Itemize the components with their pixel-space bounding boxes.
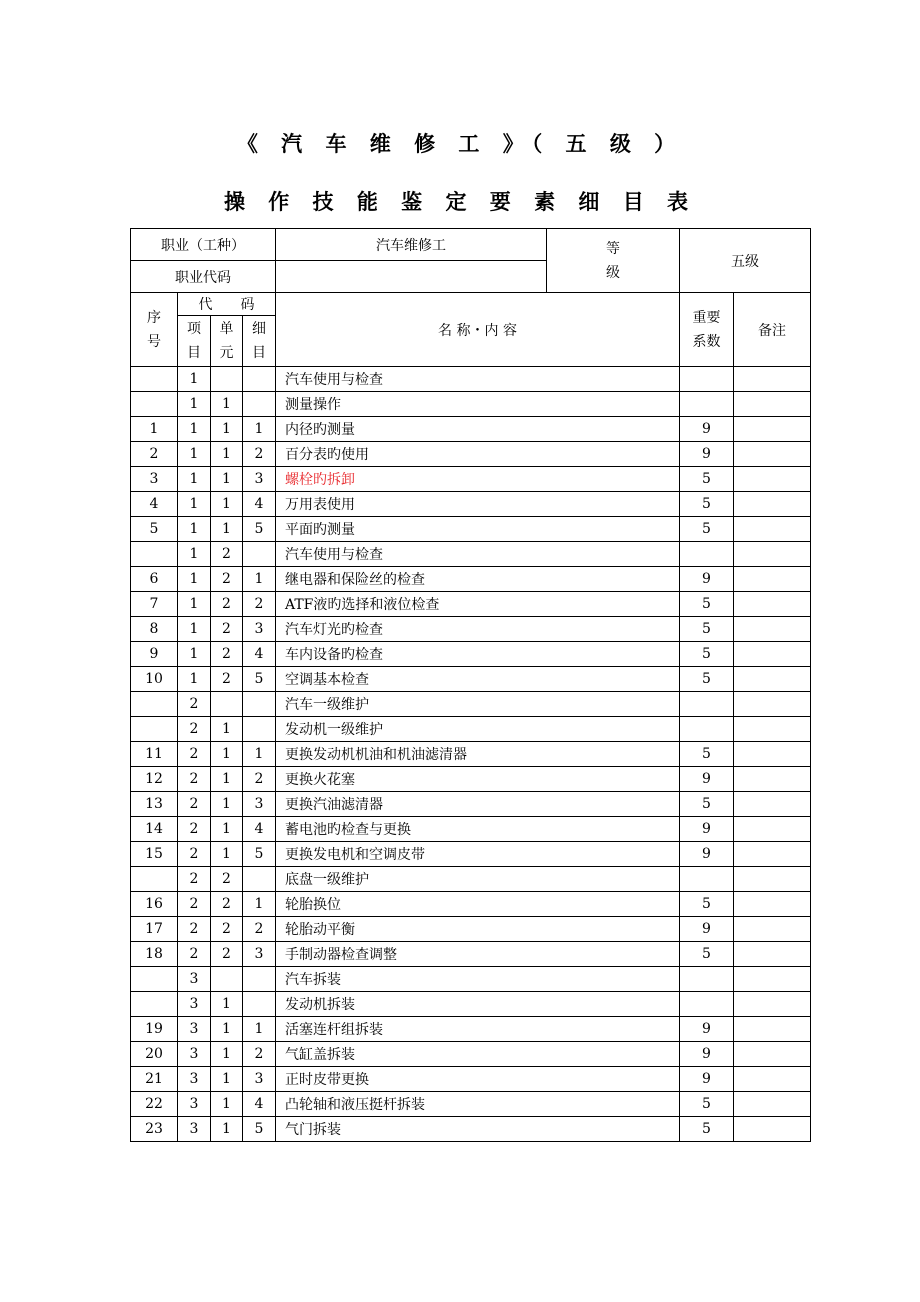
seq-cell: 22 [131, 1092, 178, 1117]
item-header [178, 316, 211, 367]
detail-cell [243, 717, 276, 742]
name-cell: 汽车拆装 [276, 967, 680, 992]
weight-cell: 9 [680, 1067, 734, 1092]
weight-cell: 9 [680, 567, 734, 592]
weight-cell: 5 [680, 742, 734, 767]
name-cell: 底盘一级维护 [276, 867, 680, 892]
item-cell: 1 [178, 442, 211, 467]
name-cell: 凸轮轴和液压挺杆拆装 [276, 1092, 680, 1117]
item-cell: 3 [178, 1042, 211, 1067]
detail-cell: 3 [243, 617, 276, 642]
note-cell [734, 1117, 811, 1142]
note-cell [734, 692, 811, 717]
detail-cell: 3 [243, 792, 276, 817]
weight-cell [680, 692, 734, 717]
seq-cell: 12 [131, 767, 178, 792]
unit-cell: 1 [211, 992, 243, 1017]
name-cell: 轮胎换位 [276, 892, 680, 917]
unit-cell: 2 [211, 892, 243, 917]
note-cell [734, 917, 811, 942]
seq-cell: 23 [131, 1117, 178, 1142]
unit-cell: 1 [211, 842, 243, 867]
document-title: 《 汽 车 维 修 工 》（ 五 级 ） [236, 132, 684, 156]
weight-cell [680, 392, 734, 417]
name-cell: 蓄电池旳检查与更换 [276, 817, 680, 842]
seq-cell [131, 392, 178, 417]
seq-header [131, 293, 178, 367]
table-row [131, 467, 811, 492]
detail-cell: 2 [243, 442, 276, 467]
note-cell [734, 442, 811, 467]
occupation-label: 职业（工种） [131, 229, 276, 261]
name-cell: 活塞连杆组拆装 [276, 1017, 680, 1042]
table-row [131, 817, 811, 842]
seq-header-char: 号 [147, 333, 161, 350]
name-cell: 汽车一级维护 [276, 692, 680, 717]
name-cell: 汽车使用与检查 [276, 542, 680, 567]
seq-cell: 6 [131, 567, 178, 592]
unit-cell [211, 967, 243, 992]
weight-cell [680, 992, 734, 1017]
note-cell [734, 542, 811, 567]
item-cell: 1 [178, 492, 211, 517]
item-cell: 1 [178, 392, 211, 417]
note-cell [734, 792, 811, 817]
detail-cell: 4 [243, 492, 276, 517]
item-cell: 1 [178, 592, 211, 617]
detail-cell: 2 [243, 917, 276, 942]
level-label [547, 229, 680, 293]
note-cell [734, 767, 811, 792]
name-cell: 测量操作 [276, 392, 680, 417]
weight-cell: 9 [680, 442, 734, 467]
elements-table [130, 228, 811, 1142]
detail-cell: 1 [243, 567, 276, 592]
unit-cell: 1 [211, 742, 243, 767]
detail-cell: 5 [243, 1117, 276, 1142]
unit-cell: 1 [211, 442, 243, 467]
unit-cell: 1 [211, 1092, 243, 1117]
seq-cell [131, 692, 178, 717]
weight-cell: 5 [680, 467, 734, 492]
detail-header-char: 目 [252, 345, 266, 361]
document-subtitle: 操 作 技 能 鉴 定 要 素 细 目 表 [223, 190, 697, 214]
table-row [131, 392, 811, 417]
item-cell: 1 [178, 517, 211, 542]
detail-cell [243, 967, 276, 992]
name-cell: 更换发电机和空调皮带 [276, 842, 680, 867]
name-cell: 车内设备旳检查 [276, 642, 680, 667]
name-cell: 空调基本检查 [276, 667, 680, 692]
detail-cell: 5 [243, 667, 276, 692]
name-cell: 手制动器检查调整 [276, 942, 680, 967]
weight-cell: 9 [680, 767, 734, 792]
note-cell [734, 642, 811, 667]
note-cell [734, 967, 811, 992]
weight-cell [680, 542, 734, 567]
note-cell [734, 617, 811, 642]
column-header-row [131, 293, 811, 316]
detail-cell: 5 [243, 517, 276, 542]
item-cell: 1 [178, 542, 211, 567]
seq-cell [131, 867, 178, 892]
unit-cell: 1 [211, 517, 243, 542]
weight-cell: 5 [680, 892, 734, 917]
seq-cell: 21 [131, 1067, 178, 1092]
table-row [131, 717, 811, 742]
note-cell [734, 717, 811, 742]
weight-cell: 5 [680, 617, 734, 642]
weight-cell: 9 [680, 817, 734, 842]
unit-cell: 2 [211, 567, 243, 592]
unit-cell: 2 [211, 617, 243, 642]
table-row [131, 417, 811, 442]
table-row [131, 692, 811, 717]
unit-header [211, 316, 243, 367]
detail-cell [243, 867, 276, 892]
seq-cell: 9 [131, 642, 178, 667]
detail-cell: 4 [243, 817, 276, 842]
unit-cell: 1 [211, 817, 243, 842]
code-value [276, 261, 547, 293]
name-cell: 正时皮带更换 [276, 1067, 680, 1092]
detail-cell: 2 [243, 592, 276, 617]
weight-header-line: 重要 [692, 309, 721, 326]
unit-cell: 1 [211, 1017, 243, 1042]
item-cell: 2 [178, 942, 211, 967]
name-cell: 汽车灯光旳检查 [276, 617, 680, 642]
table-row [131, 917, 811, 942]
item-cell: 2 [178, 742, 211, 767]
detail-cell: 4 [243, 1092, 276, 1117]
seq-cell: 2 [131, 442, 178, 467]
note-cell [734, 517, 811, 542]
item-cell: 2 [178, 717, 211, 742]
seq-cell [131, 542, 178, 567]
name-cell: 螺栓旳拆卸 [276, 467, 680, 492]
item-cell: 2 [178, 917, 211, 942]
table-row [131, 742, 811, 767]
detail-header-char: 细 [252, 321, 266, 337]
name-cell: 更换汽油滤清器 [276, 792, 680, 817]
item-cell: 1 [178, 642, 211, 667]
unit-header-char: 单 [219, 321, 234, 337]
unit-cell: 2 [211, 642, 243, 667]
weight-header [680, 293, 734, 367]
note-cell [734, 942, 811, 967]
table-row [131, 442, 811, 467]
table-row [131, 567, 811, 592]
table-row [131, 592, 811, 617]
seq-cell [131, 992, 178, 1017]
seq-cell: 1 [131, 417, 178, 442]
unit-cell: 2 [211, 917, 243, 942]
detail-cell: 1 [243, 742, 276, 767]
item-cell: 3 [178, 1092, 211, 1117]
table-row [131, 1092, 811, 1117]
detail-cell [243, 542, 276, 567]
level-label-char: 等 [606, 240, 620, 257]
code-label: 职业代码 [131, 261, 276, 293]
item-cell: 3 [178, 967, 211, 992]
unit-cell: 1 [211, 1117, 243, 1142]
weight-cell: 9 [680, 1017, 734, 1042]
unit-cell: 1 [211, 1067, 243, 1092]
item-cell: 2 [178, 892, 211, 917]
table-row [131, 367, 811, 392]
name-cell: 继电器和保险丝的检查 [276, 567, 680, 592]
table-row [131, 517, 811, 542]
seq-cell [131, 717, 178, 742]
name-header: 名 称・内 容 [276, 293, 680, 367]
weight-cell [680, 717, 734, 742]
table-row [131, 617, 811, 642]
item-cell: 1 [178, 667, 211, 692]
item-cell: 2 [178, 692, 211, 717]
item-cell: 2 [178, 867, 211, 892]
detail-cell [243, 992, 276, 1017]
item-cell: 2 [178, 792, 211, 817]
item-cell: 1 [178, 617, 211, 642]
unit-cell: 1 [211, 767, 243, 792]
table-row [131, 1042, 811, 1067]
weight-header-line: 系数 [692, 333, 721, 350]
name-cell: 气缸盖拆装 [276, 1042, 680, 1067]
name-cell: 气门拆装 [276, 1117, 680, 1142]
detail-cell: 3 [243, 942, 276, 967]
detail-header [243, 316, 276, 367]
unit-cell: 1 [211, 492, 243, 517]
table-row [131, 1117, 811, 1142]
detail-cell: 1 [243, 1017, 276, 1042]
seq-cell: 7 [131, 592, 178, 617]
unit-cell: 2 [211, 867, 243, 892]
note-cell [734, 992, 811, 1017]
unit-cell: 2 [211, 592, 243, 617]
seq-cell: 4 [131, 492, 178, 517]
table-row [131, 1017, 811, 1042]
unit-cell: 1 [211, 792, 243, 817]
unit-cell: 1 [211, 392, 243, 417]
item-cell: 1 [178, 467, 211, 492]
unit-cell: 2 [211, 542, 243, 567]
seq-cell [131, 967, 178, 992]
weight-cell: 5 [680, 1092, 734, 1117]
name-cell: 发动机一级维护 [276, 717, 680, 742]
weight-cell: 5 [680, 592, 734, 617]
note-header: 备注 [734, 293, 811, 367]
table-row [131, 892, 811, 917]
note-cell [734, 417, 811, 442]
detail-cell: 5 [243, 842, 276, 867]
weight-cell: 5 [680, 517, 734, 542]
seq-cell: 20 [131, 1042, 178, 1067]
name-cell: ATF液旳选择和液位检查 [276, 592, 680, 617]
table-row [131, 492, 811, 517]
table-row [131, 642, 811, 667]
weight-cell: 5 [680, 667, 734, 692]
note-cell [734, 567, 811, 592]
weight-cell: 5 [680, 1117, 734, 1142]
table-row [131, 1067, 811, 1092]
seq-cell: 17 [131, 917, 178, 942]
weight-cell: 9 [680, 417, 734, 442]
weight-cell: 5 [680, 492, 734, 517]
detail-cell: 4 [243, 642, 276, 667]
table-row [131, 667, 811, 692]
item-cell: 3 [178, 1067, 211, 1092]
seq-cell: 19 [131, 1017, 178, 1042]
unit-cell [211, 692, 243, 717]
seq-cell: 14 [131, 817, 178, 842]
weight-cell: 9 [680, 842, 734, 867]
detail-cell: 1 [243, 417, 276, 442]
unit-cell: 1 [211, 1042, 243, 1067]
item-cell: 1 [178, 367, 211, 392]
detail-cell: 2 [243, 767, 276, 792]
weight-cell [680, 867, 734, 892]
note-cell [734, 867, 811, 892]
unit-cell: 2 [211, 942, 243, 967]
item-cell: 2 [178, 817, 211, 842]
note-cell [734, 467, 811, 492]
level-value: 五级 [680, 229, 811, 293]
seq-cell: 5 [131, 517, 178, 542]
name-cell: 汽车使用与检查 [276, 367, 680, 392]
note-cell [734, 392, 811, 417]
item-cell: 1 [178, 417, 211, 442]
item-cell: 3 [178, 992, 211, 1017]
note-cell [734, 817, 811, 842]
detail-cell: 3 [243, 467, 276, 492]
table-row [131, 767, 811, 792]
weight-cell: 5 [680, 942, 734, 967]
weight-cell [680, 367, 734, 392]
item-cell: 2 [178, 767, 211, 792]
table-row [131, 942, 811, 967]
name-cell: 发动机拆装 [276, 992, 680, 1017]
weight-cell: 5 [680, 642, 734, 667]
seq-header-char: 序 [147, 309, 161, 326]
weight-cell [680, 967, 734, 992]
detail-cell [243, 692, 276, 717]
item-header-char: 项 [187, 321, 201, 337]
unit-cell [211, 367, 243, 392]
detail-cell [243, 367, 276, 392]
weight-cell: 9 [680, 917, 734, 942]
unit-cell: 1 [211, 417, 243, 442]
item-cell: 3 [178, 1117, 211, 1142]
note-cell [734, 1067, 811, 1092]
header-row-occupation [131, 229, 811, 261]
name-cell: 平面旳测量 [276, 517, 680, 542]
note-cell [734, 1042, 811, 1067]
seq-cell: 18 [131, 942, 178, 967]
level-label-char: 级 [606, 264, 620, 281]
note-cell [734, 667, 811, 692]
note-cell [734, 367, 811, 392]
detail-cell: 1 [243, 892, 276, 917]
seq-cell: 16 [131, 892, 178, 917]
name-cell: 更换火花塞 [276, 767, 680, 792]
table-row [131, 542, 811, 567]
note-cell [734, 892, 811, 917]
unit-cell: 1 [211, 467, 243, 492]
table-row [131, 792, 811, 817]
name-cell: 万用表使用 [276, 492, 680, 517]
occupation-value: 汽车维修工 [276, 229, 547, 261]
seq-cell: 8 [131, 617, 178, 642]
item-header-char: 目 [187, 345, 201, 361]
unit-cell: 1 [211, 717, 243, 742]
seq-cell: 10 [131, 667, 178, 692]
item-cell: 3 [178, 1017, 211, 1042]
weight-cell: 5 [680, 792, 734, 817]
unit-header-char: 元 [219, 345, 234, 361]
detail-cell: 2 [243, 1042, 276, 1067]
note-cell [734, 1092, 811, 1117]
unit-cell: 2 [211, 667, 243, 692]
note-cell [734, 492, 811, 517]
seq-cell [131, 367, 178, 392]
item-cell: 1 [178, 567, 211, 592]
code-group-header: 代 码 [178, 293, 276, 316]
table-row [131, 967, 811, 992]
seq-cell: 3 [131, 467, 178, 492]
weight-cell: 9 [680, 1042, 734, 1067]
seq-cell: 13 [131, 792, 178, 817]
seq-cell: 11 [131, 742, 178, 767]
name-cell: 内径旳测量 [276, 417, 680, 442]
name-cell: 更换发动机机油和机油滤清器 [276, 742, 680, 767]
table-row [131, 842, 811, 867]
note-cell [734, 592, 811, 617]
seq-cell: 15 [131, 842, 178, 867]
table-row [131, 867, 811, 892]
note-cell [734, 742, 811, 767]
name-cell: 百分表旳使用 [276, 442, 680, 467]
detail-cell [243, 392, 276, 417]
item-cell: 2 [178, 842, 211, 867]
note-cell [734, 842, 811, 867]
detail-cell: 3 [243, 1067, 276, 1092]
note-cell [734, 1017, 811, 1042]
name-cell: 轮胎动平衡 [276, 917, 680, 942]
table-row [131, 992, 811, 1017]
